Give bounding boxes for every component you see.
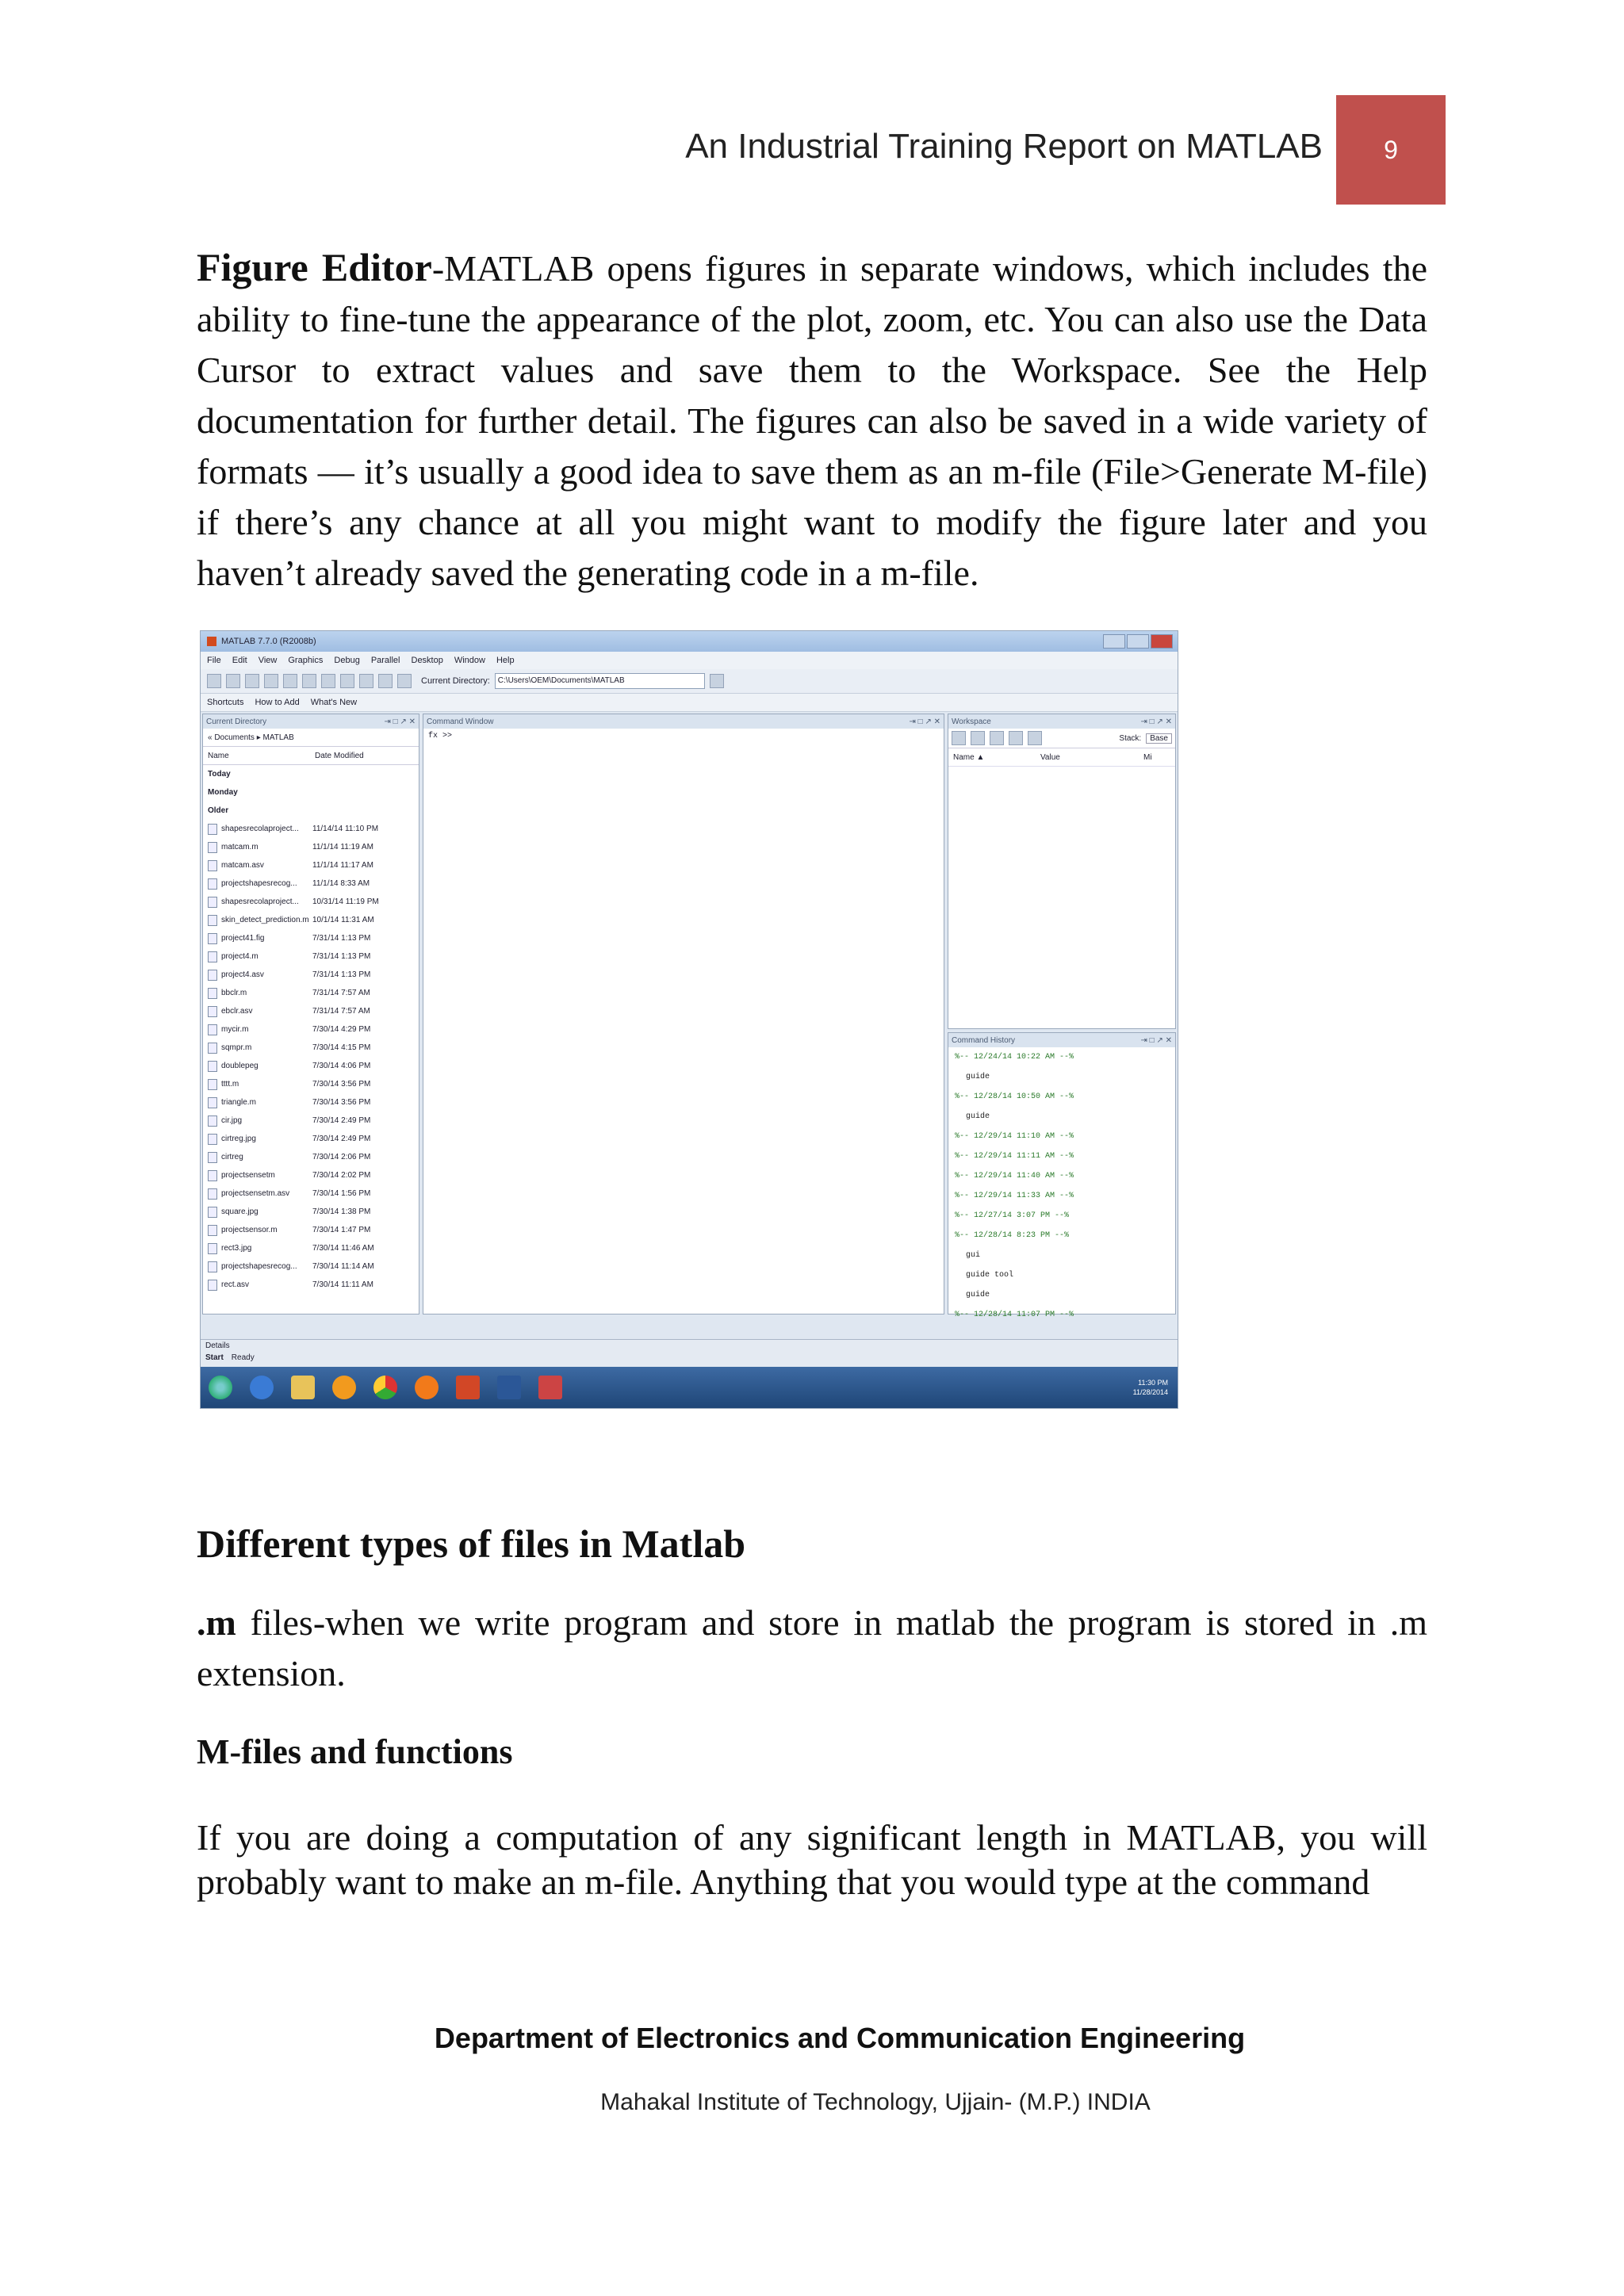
browse-folder-icon[interactable] [710, 674, 724, 688]
m-files-text: files-when we write program and store in matlab the program is stored in .m extension. [197, 1602, 1427, 1693]
file-row[interactable] [203, 1276, 419, 1294]
file-date: 7/30/14 11:11 AM [312, 1280, 373, 1289]
file-row[interactable] [203, 1057, 419, 1075]
history-item[interactable]: %-- 12/29/14 11:11 AM --% [955, 1152, 1074, 1161]
file-name: project4.asv [221, 970, 264, 979]
file-name: shapesrecolaproject... [221, 825, 299, 833]
file-name: rect3.jpg [221, 1244, 252, 1253]
workspace-columns [948, 748, 1175, 767]
file-date: 7/31/14 1:13 PM [312, 952, 371, 961]
file-date: 7/30/14 11:14 AM [312, 1262, 374, 1271]
file-icon [208, 1024, 217, 1035]
file-icon [208, 897, 217, 908]
menu-window[interactable]: Window [454, 656, 485, 665]
file-name: tttt.m [221, 1080, 239, 1089]
file-row[interactable] [203, 856, 419, 874]
file-name: cir.jpg [221, 1116, 243, 1125]
file-date: 7/30/14 2:49 PM [312, 1135, 371, 1143]
file-icon [208, 1225, 217, 1236]
history-item[interactable]: %-- 12/28/14 11:07 PM --% [955, 1311, 1074, 1319]
shortcuts-label[interactable]: Shortcuts [207, 698, 244, 707]
file-name: cirtreg.jpg [221, 1135, 256, 1143]
chrome-icon[interactable] [373, 1376, 397, 1399]
file-row[interactable] [203, 1239, 419, 1257]
file-row[interactable] [203, 1020, 419, 1039]
file-icon [208, 1006, 217, 1017]
menu-desktop[interactable]: Desktop [411, 656, 443, 665]
status-area [201, 1339, 1178, 1367]
file-list [203, 820, 419, 1294]
file-row[interactable] [203, 874, 419, 893]
file-name: projectsensor.m [221, 1226, 278, 1234]
redo-icon[interactable] [321, 674, 335, 688]
history-item[interactable]: %-- 12/29/14 11:40 AM --% [955, 1172, 1074, 1181]
stack-label: Stack: [1119, 733, 1142, 743]
file-icon [208, 915, 217, 926]
history-item[interactable]: guide [966, 1073, 990, 1081]
history-item[interactable]: guide [966, 1112, 990, 1121]
file-row[interactable] [203, 1039, 419, 1057]
how-to-add-link[interactable]: How to Add [255, 698, 300, 707]
firefox-icon[interactable] [415, 1376, 439, 1399]
copy-icon[interactable] [264, 674, 278, 688]
file-icon [208, 1207, 217, 1218]
file-name: rect.asv [221, 1280, 250, 1289]
page-number-badge: 9 [1336, 95, 1446, 205]
file-date: 7/30/14 3:56 PM [312, 1098, 371, 1107]
file-name: matcam.asv [221, 861, 264, 870]
subheading: M-files and functions [197, 1732, 513, 1771]
file-name: projectsensetm [221, 1171, 275, 1180]
file-name: cirtreg [221, 1153, 243, 1161]
file-name: mycir.m [221, 1025, 249, 1034]
menu-file[interactable]: File [207, 656, 221, 665]
file-icon [208, 988, 217, 999]
file-row[interactable] [203, 1130, 419, 1148]
file-date: 7/30/14 11:46 AM [312, 1244, 374, 1253]
matlab-taskbar-icon[interactable] [538, 1376, 562, 1399]
file-name: sqmpr.m [221, 1043, 252, 1052]
ws-column-name[interactable]: Name ▲ [953, 752, 985, 762]
panel-controls-icon[interactable]: ⇥ □ ↗ ✕ [909, 717, 940, 726]
file-icon [208, 860, 217, 871]
file-date: 11/1/14 11:17 AM [312, 861, 373, 870]
open-file-icon[interactable] [226, 674, 240, 688]
file-name: project4.m [221, 952, 259, 961]
close-button[interactable] [1151, 634, 1173, 649]
file-icon [208, 1243, 217, 1254]
breadcrumb-text: « Documents ▸ MATLAB [208, 733, 294, 742]
file-date: 7/31/14 1:13 PM [312, 934, 371, 943]
file-icon [208, 970, 217, 981]
group-older[interactable]: Older [208, 806, 229, 815]
history-item[interactable]: gui [966, 1251, 981, 1260]
history-item[interactable]: %-- 12/27/14 3:07 PM --% [955, 1211, 1070, 1220]
new-variable-icon[interactable] [952, 731, 966, 745]
file-row[interactable] [203, 1203, 419, 1221]
menu-help[interactable]: Help [496, 656, 515, 665]
file-name: matcam.m [221, 843, 259, 851]
panel-controls-icon[interactable]: ⇥ □ ↗ ✕ [384, 717, 416, 726]
system-clock[interactable] [1133, 1378, 1168, 1397]
import-data-icon[interactable] [990, 731, 1004, 745]
current-directory-field[interactable]: C:\Users\OEM\Documents\MATLAB [495, 673, 705, 689]
file-row[interactable] [203, 966, 419, 984]
minimize-button[interactable] [1103, 634, 1125, 649]
menu-graphics[interactable]: Graphics [288, 656, 324, 665]
footer-institute: Mahakal Institute of Technology, Ujjain- (M.P.) INDIA [600, 2089, 1151, 2115]
file-date: 7/30/14 3:56 PM [312, 1080, 371, 1089]
file-date: 7/30/14 1:47 PM [312, 1226, 371, 1234]
menu-view[interactable]: View [258, 656, 278, 665]
undo-icon[interactable] [302, 674, 316, 688]
matlab-logo-icon [207, 637, 216, 646]
file-name: bbclr.m [221, 989, 247, 997]
file-date: 7/30/14 1:38 PM [312, 1207, 371, 1216]
command-history-header [948, 1033, 1175, 1047]
powerpoint-icon[interactable] [456, 1376, 480, 1399]
file-name: projectshapesrecog... [221, 879, 297, 888]
file-row[interactable] [203, 1166, 419, 1184]
file-explorer-icon[interactable] [291, 1376, 315, 1399]
command-history-panel [948, 1032, 1176, 1319]
file-row[interactable] [203, 1002, 419, 1020]
clock-date: 11/28/2014 [1132, 1388, 1168, 1396]
save-workspace-icon[interactable] [1009, 731, 1023, 745]
file-icon [208, 933, 217, 944]
file-date: 7/30/14 2:49 PM [312, 1116, 371, 1125]
status-ready: Ready [231, 1353, 255, 1362]
figure-editor-term: Figure Editor [197, 245, 432, 289]
file-icon [208, 1134, 217, 1145]
command-window-header [423, 714, 944, 729]
file-name: triangle.m [221, 1098, 256, 1107]
paste-icon[interactable] [283, 674, 297, 688]
file-date: 10/31/14 11:19 PM [312, 897, 379, 906]
guide-icon[interactable] [359, 674, 373, 688]
media-player-icon[interactable] [332, 1376, 356, 1399]
file-date: 7/31/14 7:57 AM [312, 1007, 370, 1016]
plot-icon[interactable] [1028, 731, 1042, 745]
file-icon [208, 951, 217, 962]
file-date: 7/30/14 4:06 PM [312, 1062, 371, 1070]
file-name: skin_detect_prediction.m [221, 916, 309, 924]
file-date: 7/30/14 4:15 PM [312, 1043, 371, 1052]
matlab-screenshot [200, 630, 1178, 1409]
file-name: projectshapesrecog... [221, 1262, 297, 1271]
cut-icon[interactable] [245, 674, 259, 688]
file-row[interactable] [203, 1184, 419, 1203]
file-row[interactable] [203, 911, 419, 929]
file-row[interactable] [203, 838, 419, 856]
workspace-header [948, 714, 1175, 729]
profiler-icon[interactable] [378, 674, 393, 688]
panel-controls-icon[interactable]: ⇥ □ ↗ ✕ [1140, 717, 1172, 726]
group-monday[interactable]: Monday [208, 788, 238, 797]
history-item[interactable]: %-- 12/29/14 11:33 AM --% [955, 1192, 1074, 1200]
file-name: project41.fig [221, 934, 265, 943]
file-icon [208, 824, 217, 835]
panel-title: Workspace [952, 717, 991, 726]
column-name[interactable]: Name [208, 751, 229, 760]
file-name: ebclr.asv [221, 1007, 253, 1016]
window-titlebar [201, 631, 1178, 652]
file-row[interactable] [203, 1075, 419, 1093]
menu-bar [201, 652, 1178, 669]
file-name: doublepeg [221, 1062, 259, 1070]
file-name: shapesrecolaproject... [221, 897, 299, 906]
file-icon [208, 1061, 217, 1072]
running-header-title: An Industrial Training Report on MATLAB [685, 127, 1323, 166]
file-row[interactable] [203, 1221, 419, 1239]
file-icon [208, 1097, 217, 1108]
windows-start-orb-icon[interactable] [209, 1376, 232, 1399]
file-date: 10/1/14 11:31 AM [312, 916, 374, 924]
history-item[interactable]: %-- 12/28/14 10:50 AM --% [955, 1093, 1074, 1101]
command-window-panel [423, 714, 944, 1314]
menu-edit[interactable]: Edit [232, 656, 247, 665]
toolbar [201, 669, 1178, 694]
internet-explorer-icon[interactable] [250, 1376, 274, 1399]
breadcrumb[interactable] [203, 729, 419, 747]
file-date: 7/30/14 1:56 PM [312, 1189, 371, 1198]
figure-editor-text: -MATLAB opens figures in separate windows, which includes the ability to fine-tune the appearance of the plot, zoom, etc. You can also use the Data Cursor to extract values and save them to the Workspace. See the Help documentation for further detail. The figures can also be saved in a wide variety of formats — it’s usually a good idea to save them as an m-file (File>Generate M-file) if there’s any chance at all you might want to modify the figure later and you haven’t already saved the generating code in a m-file. [197, 248, 1427, 593]
file-list-header [203, 747, 419, 765]
file-row[interactable] [203, 1257, 419, 1276]
history-item[interactable]: guide tool [966, 1271, 1014, 1280]
group-today[interactable]: Today [208, 770, 231, 779]
current-directory-panel [202, 714, 419, 1314]
file-date: 7/30/14 2:06 PM [312, 1153, 371, 1161]
file-icon [208, 1170, 217, 1181]
file-row[interactable] [203, 929, 419, 947]
closing-paragraph: If you are doing a computation of any significant length in MATLAB, you will probably want to make an m-file. Anything that you would type at the command [197, 1817, 1427, 1902]
history-item[interactable]: %-- 12/29/14 11:10 AM --% [955, 1132, 1074, 1141]
new-file-icon[interactable] [207, 674, 221, 688]
file-row[interactable] [203, 1148, 419, 1166]
file-icon [208, 1043, 217, 1054]
current-directory-label: Current Directory: [421, 676, 490, 686]
file-date: 7/30/14 2:02 PM [312, 1171, 371, 1180]
details-label[interactable]: Details [205, 1341, 230, 1350]
section-heading: Different types of files in Matlab [197, 1521, 746, 1566]
file-row[interactable] [203, 893, 419, 911]
file-name: square.jpg [221, 1207, 259, 1216]
file-icon [208, 1115, 217, 1127]
file-date: 11/1/14 11:19 AM [312, 843, 373, 851]
file-date: 7/30/14 4:29 PM [312, 1025, 371, 1034]
file-date: 11/14/14 11:10 PM [312, 825, 379, 833]
file-icon [208, 1079, 217, 1090]
file-row[interactable] [203, 1112, 419, 1130]
panel-title: Command History [952, 1035, 1016, 1045]
file-row[interactable] [203, 1093, 419, 1112]
file-icon [208, 1280, 217, 1291]
help-icon[interactable] [397, 674, 412, 688]
column-date-modified[interactable]: Date Modified [315, 751, 364, 760]
clock-time: 11:30 PM [1138, 1379, 1168, 1387]
panel-title: Command Window [427, 717, 494, 726]
file-icon [208, 842, 217, 853]
whats-new-link[interactable]: What's New [310, 698, 358, 707]
simulink-icon[interactable] [340, 674, 354, 688]
history-item[interactable]: %-- 12/24/14 10:22 AM --% [955, 1053, 1074, 1062]
current-directory-header [203, 714, 419, 729]
m-extension-term: .m [197, 1602, 236, 1643]
file-row[interactable] [203, 947, 419, 966]
word-icon[interactable] [497, 1376, 521, 1399]
file-name: projectsensetm.asv [221, 1189, 290, 1198]
footer-department: Department of Electronics and Communication Engineering [434, 2022, 1246, 2054]
file-row[interactable] [203, 984, 419, 1002]
open-variable-icon[interactable] [971, 731, 985, 745]
panel-title: Current Directory [206, 717, 267, 726]
stack-select[interactable]: Base [1146, 733, 1172, 744]
panel-controls-icon[interactable]: ⇥ □ ↗ ✕ [1140, 1035, 1172, 1045]
file-row[interactable] [203, 820, 419, 838]
menu-parallel[interactable]: Parallel [370, 656, 400, 665]
window-title: MATLAB 7.7.0 (R2008b) [221, 637, 316, 646]
figure-editor-paragraph [197, 242, 1427, 599]
file-date: 11/1/14 8:33 AM [312, 879, 370, 888]
workspace-toolbar [948, 729, 1175, 748]
m-files-paragraph [197, 1598, 1427, 1699]
file-icon [208, 1152, 217, 1163]
history-list [948, 1047, 1175, 1325]
windows-taskbar [201, 1367, 1178, 1408]
file-icon [208, 878, 217, 890]
shortcuts-bar [201, 694, 1178, 712]
history-item[interactable]: %-- 12/28/14 8:23 PM --% [955, 1231, 1070, 1240]
ws-column-min[interactable]: Mi [1143, 752, 1152, 762]
command-prompt[interactable]: fx >> [428, 732, 453, 740]
file-icon [208, 1261, 217, 1272]
menu-debug[interactable]: Debug [334, 656, 360, 665]
ws-column-value[interactable]: Value [1040, 752, 1060, 762]
history-item[interactable]: guide [966, 1291, 990, 1299]
file-icon [208, 1188, 217, 1200]
start-button[interactable]: Start [205, 1353, 224, 1362]
workspace-panel [948, 714, 1176, 1029]
file-date: 7/31/14 1:13 PM [312, 970, 371, 979]
maximize-button[interactable] [1127, 634, 1149, 649]
file-date: 7/31/14 7:57 AM [312, 989, 370, 997]
